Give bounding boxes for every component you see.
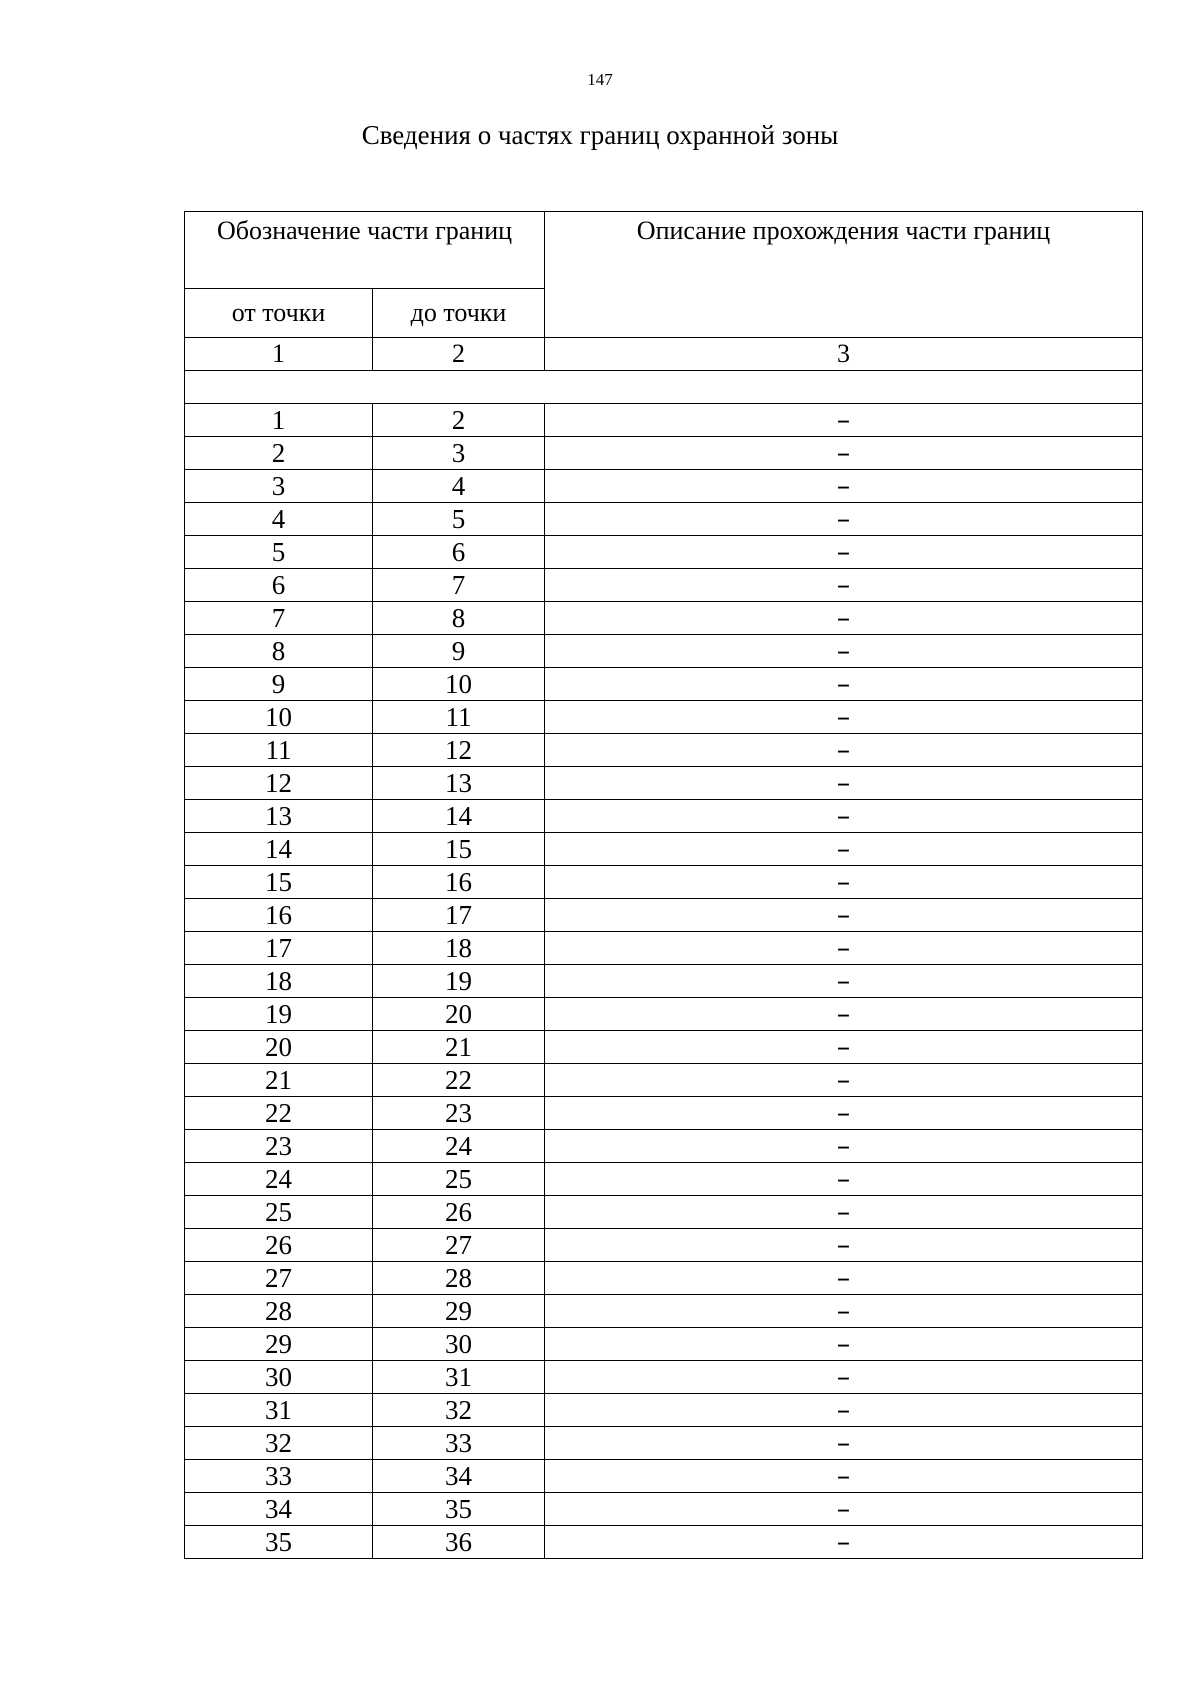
cell-from-point: 9 xyxy=(185,668,373,701)
table-row xyxy=(185,668,1143,701)
table-row xyxy=(185,1097,1143,1130)
cell-description: – xyxy=(545,1328,1143,1361)
table-row xyxy=(185,1361,1143,1394)
cell-description: – xyxy=(545,1493,1143,1526)
cell-from-point: 11 xyxy=(185,734,373,767)
cell-to-point: 32 xyxy=(373,1394,545,1427)
cell-description: – xyxy=(545,1526,1143,1559)
cell-description: – xyxy=(545,965,1143,998)
table-row xyxy=(185,998,1143,1031)
cell-description: – xyxy=(545,998,1143,1031)
cell-to-point: 25 xyxy=(373,1163,545,1196)
empty-separator-row xyxy=(185,371,1143,404)
cell-from-point: 34 xyxy=(185,1493,373,1526)
cell-from-point: 25 xyxy=(185,1196,373,1229)
cell-to-point: 6 xyxy=(373,536,545,569)
column-number-3: 3 xyxy=(545,338,1143,371)
header-row-group xyxy=(185,212,1143,289)
cell-from-point: 23 xyxy=(185,1130,373,1163)
cell-description: – xyxy=(545,1460,1143,1493)
cell-description: – xyxy=(545,1262,1143,1295)
cell-description: – xyxy=(545,1163,1143,1196)
cell-from-point: 15 xyxy=(185,866,373,899)
cell-description: – xyxy=(545,1361,1143,1394)
column-number-2: 2 xyxy=(373,338,545,371)
header-to-point: до точки xyxy=(373,289,545,338)
cell-to-point: 5 xyxy=(373,503,545,536)
cell-to-point: 17 xyxy=(373,899,545,932)
cell-to-point: 4 xyxy=(373,470,545,503)
cell-to-point: 2 xyxy=(373,404,545,437)
table-row xyxy=(185,767,1143,800)
cell-description: – xyxy=(545,1427,1143,1460)
header-boundary-designation: Обозначение части границ xyxy=(185,212,545,289)
header-from-point: от точки xyxy=(185,289,373,338)
cell-from-point: 10 xyxy=(185,701,373,734)
table-row xyxy=(185,602,1143,635)
boundary-parts-table xyxy=(184,211,1143,1559)
cell-to-point: 10 xyxy=(373,668,545,701)
cell-description: – xyxy=(545,1031,1143,1064)
cell-to-point: 28 xyxy=(373,1262,545,1295)
cell-to-point: 12 xyxy=(373,734,545,767)
cell-description: – xyxy=(545,602,1143,635)
cell-to-point: 26 xyxy=(373,1196,545,1229)
cell-description: – xyxy=(545,800,1143,833)
cell-description: – xyxy=(545,404,1143,437)
cell-to-point: 15 xyxy=(373,833,545,866)
table-row xyxy=(185,965,1143,998)
table-row xyxy=(185,1493,1143,1526)
cell-description: – xyxy=(545,668,1143,701)
table-row xyxy=(185,932,1143,965)
cell-from-point: 20 xyxy=(185,1031,373,1064)
cell-from-point: 4 xyxy=(185,503,373,536)
cell-description: – xyxy=(545,635,1143,668)
cell-description: – xyxy=(545,470,1143,503)
cell-description: – xyxy=(545,1064,1143,1097)
cell-to-point: 18 xyxy=(373,932,545,965)
table-row xyxy=(185,734,1143,767)
cell-to-point: 9 xyxy=(373,635,545,668)
cell-description: – xyxy=(545,437,1143,470)
table-row xyxy=(185,635,1143,668)
table-row xyxy=(185,404,1143,437)
cell-description: – xyxy=(545,1295,1143,1328)
cell-from-point: 24 xyxy=(185,1163,373,1196)
table-row xyxy=(185,1328,1143,1361)
cell-description: – xyxy=(545,701,1143,734)
table-row xyxy=(185,1196,1143,1229)
cell-from-point: 35 xyxy=(185,1526,373,1559)
column-number-1: 1 xyxy=(185,338,373,371)
cell-to-point: 34 xyxy=(373,1460,545,1493)
table-row xyxy=(185,833,1143,866)
cell-description: – xyxy=(545,932,1143,965)
table-row xyxy=(185,1031,1143,1064)
cell-from-point: 19 xyxy=(185,998,373,1031)
cell-from-point: 12 xyxy=(185,767,373,800)
cell-description: – xyxy=(545,734,1143,767)
cell-description: – xyxy=(545,1130,1143,1163)
table-row xyxy=(185,1064,1143,1097)
cell-description: – xyxy=(545,866,1143,899)
cell-description: – xyxy=(545,503,1143,536)
table-row xyxy=(185,1526,1143,1559)
cell-to-point: 27 xyxy=(373,1229,545,1262)
table-row xyxy=(185,1394,1143,1427)
cell-description: – xyxy=(545,1394,1143,1427)
cell-to-point: 36 xyxy=(373,1526,545,1559)
cell-from-point: 33 xyxy=(185,1460,373,1493)
cell-from-point: 8 xyxy=(185,635,373,668)
table-row xyxy=(185,470,1143,503)
cell-to-point: 23 xyxy=(373,1097,545,1130)
table-row xyxy=(185,1262,1143,1295)
cell-from-point: 5 xyxy=(185,536,373,569)
cell-to-point: 31 xyxy=(373,1361,545,1394)
table-row xyxy=(185,536,1143,569)
cell-from-point: 21 xyxy=(185,1064,373,1097)
column-number-row xyxy=(185,338,1143,371)
cell-from-point: 16 xyxy=(185,899,373,932)
cell-from-point: 7 xyxy=(185,602,373,635)
cell-to-point: 16 xyxy=(373,866,545,899)
cell-to-point: 21 xyxy=(373,1031,545,1064)
cell-to-point: 13 xyxy=(373,767,545,800)
cell-to-point: 33 xyxy=(373,1427,545,1460)
cell-from-point: 27 xyxy=(185,1262,373,1295)
cell-from-point: 1 xyxy=(185,404,373,437)
cell-description: – xyxy=(545,536,1143,569)
cell-to-point: 30 xyxy=(373,1328,545,1361)
cell-description: – xyxy=(545,1196,1143,1229)
table-row xyxy=(185,1163,1143,1196)
cell-to-point: 20 xyxy=(373,998,545,1031)
cell-from-point: 18 xyxy=(185,965,373,998)
cell-to-point: 11 xyxy=(373,701,545,734)
cell-from-point: 30 xyxy=(185,1361,373,1394)
table-row xyxy=(185,437,1143,470)
table-row xyxy=(185,569,1143,602)
table-row xyxy=(185,1427,1143,1460)
cell-from-point: 22 xyxy=(185,1097,373,1130)
cell-from-point: 32 xyxy=(185,1427,373,1460)
table-row xyxy=(185,899,1143,932)
cell-description: – xyxy=(545,1097,1143,1130)
table-row xyxy=(185,800,1143,833)
cell-to-point: 8 xyxy=(373,602,545,635)
cell-description: – xyxy=(545,833,1143,866)
cell-from-point: 29 xyxy=(185,1328,373,1361)
table-row xyxy=(185,1460,1143,1493)
cell-to-point: 19 xyxy=(373,965,545,998)
cell-to-point: 3 xyxy=(373,437,545,470)
cell-from-point: 26 xyxy=(185,1229,373,1262)
cell-from-point: 2 xyxy=(185,437,373,470)
table-row xyxy=(185,1295,1143,1328)
cell-from-point: 6 xyxy=(185,569,373,602)
table-row xyxy=(185,866,1143,899)
cell-from-point: 3 xyxy=(185,470,373,503)
cell-to-point: 14 xyxy=(373,800,545,833)
cell-from-point: 14 xyxy=(185,833,373,866)
page-number: 147 xyxy=(587,70,613,89)
cell-from-point: 13 xyxy=(185,800,373,833)
cell-from-point: 28 xyxy=(185,1295,373,1328)
cell-description: – xyxy=(545,899,1143,932)
document-title: Сведения о частях границ охранной зоны xyxy=(361,120,839,150)
cell-to-point: 24 xyxy=(373,1130,545,1163)
cell-description: – xyxy=(545,569,1143,602)
table-row xyxy=(185,503,1143,536)
cell-to-point: 35 xyxy=(373,1493,545,1526)
cell-to-point: 7 xyxy=(373,569,545,602)
cell-to-point: 22 xyxy=(373,1064,545,1097)
table-row xyxy=(185,1130,1143,1163)
cell-description: – xyxy=(545,767,1143,800)
cell-to-point: 29 xyxy=(373,1295,545,1328)
header-boundary-description: Описание прохождения части границ xyxy=(545,212,1143,338)
table-row xyxy=(185,701,1143,734)
empty-separator-cell xyxy=(185,371,1143,404)
table-row xyxy=(185,1229,1143,1262)
cell-from-point: 17 xyxy=(185,932,373,965)
cell-description: – xyxy=(545,1229,1143,1262)
cell-from-point: 31 xyxy=(185,1394,373,1427)
